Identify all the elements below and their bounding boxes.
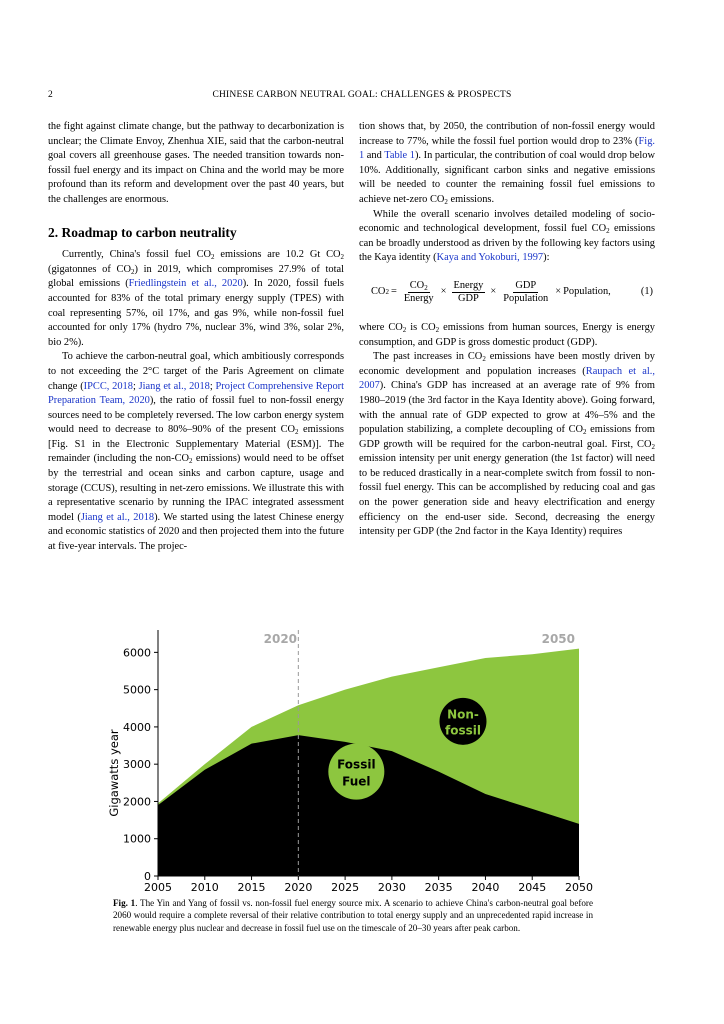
figure-link[interactable]: Fig. 1	[359, 135, 655, 162]
nonfossil-label-line2: fossil	[444, 723, 481, 738]
citation-link[interactable]: Friedlingstein et al., 2020	[128, 278, 243, 290]
x-tick-label: 2020	[284, 881, 313, 892]
y-tick-label: 5000	[123, 683, 151, 697]
y-tick-label: 6000	[123, 646, 151, 660]
left-column	[48, 120, 344, 555]
y-tick-label: 4000	[123, 720, 151, 734]
section-title: 2. Roadmap to carbon neutrality	[48, 224, 237, 240]
kaya-equation: CO 2 = $\frac{CO_2}{\text{Energy}}$ × $\frac{\text{Energy}}{\text{GDP}}$ × $\frac{\text{GDP}}{\text{Population}}$ × Population, (1)	[371, 279, 653, 304]
x-tick-label: 2010	[190, 881, 219, 892]
running-title: CHINESE CARBON NEUTRAL GOAL: CHALLENGES & PROSPECTS	[212, 90, 512, 100]
citation-link[interactable]: IPCC, 2018	[83, 380, 133, 392]
figure-1	[100, 620, 600, 892]
page-header	[0, 90, 724, 104]
energy-mix-chart	[100, 620, 600, 892]
x-tick-label: 2045	[518, 881, 547, 892]
y-tick-label: 0	[144, 870, 151, 883]
paragraph: where $CO_2$ is $CO_2$ emissions from human sources, Energy is energy consumption, and GDP is gross domestic product (GDP).	[359, 321, 656, 348]
paragraph: the fight against climate change, but the pathway to decarbonization is unclear; the Climate Envoy, Zhenhua XIE, said that the carbon-neutral goal covers all greenhouse gases. The needed transition towards non-fossil fuel energy and its impact on China and the world may be more profound than its reform and development over the past 40 years, but the challenges are enormous.	[48, 121, 344, 205]
x-tick-label: 2015	[237, 881, 266, 892]
paragraph: While the overall scenario involves detailed modeling of socio-economic and technological development, fossil fuel $CO_2$ emissions can be broadly understood as driven by the following key factors using the Kaya identity (Kaya and Yokoburi, 1997):	[359, 208, 655, 264]
equation-number: (1)	[640, 286, 653, 298]
y-tick-label: 3000	[123, 758, 151, 772]
paragraph: Currently, China's fossil fuel $CO_2$ emissions are 10.2 Gt $CO_2$ (gigatonnes of $CO_2$) in 2019, which compromises 27.9% of total global emissions (Friedlingstein et al., 2020). In 2020, fossil fuels accounted for 83% of the total primary energy supply (TPES) with coal representing 57%, oil 17%, and gas 9%, while non-fossil fuel accounted for only 17% (hydro 7%, nuclear 3%, wind 3%, solar 2%, bio 2%).	[48, 249, 345, 348]
x-tick-label: 2005	[144, 881, 172, 892]
x-tick-label: 2025	[331, 881, 360, 892]
paragraph: The past increases in $CO_2$ emissions have been mostly driven by economic development and population increases (Raupach et al., 2007). China's GDP has increased at an average rate of 9% from 1980–2019 (the 3rd factor in the Kaya Identity above). Going forward, with the annual rate of GDP expected to grow at 4%–5% and the population stabilizing, a complete decoupling of $CO_2$ emissions from GDP growth will be required for the carbon-neutral goal. First, $CO_2$ emission intensity per unit energy generation (the 1st factor) will need to be reduced drastically in a near-complete switch from fossil to non-fossil fuel energy. This can be accomplished by reducing coal and gas on the power generation side and heavy electrification and energy efficiency on the end-user side. Second, decreasing the energy intensity per GDP (the 2nd factor in the Kaya Identity) requires	[359, 351, 655, 538]
nonfossil-label-line1: Non-	[447, 707, 479, 722]
fossil-label-line2: Fuel	[342, 774, 371, 789]
citation-link[interactable]: Jiang et al., 2018	[80, 511, 155, 523]
table-link[interactable]: Table 1	[384, 150, 415, 162]
right-column	[359, 120, 655, 540]
x-tick-label: 2040	[471, 881, 500, 892]
paragraph: To achieve the carbon-neutral goal, which ambitiously corresponds to not exceeding the 2°C target of the Paris Agreement on climate change (IPCC, 2018; Jiang et al., 2018; Project Comprehensive Report Preparation Team, 2020), the ratio of fossil fuel to non-fossil energy sources need to be completely reversed. The low carbon energy system would need to decrease to 80%–90% of the present $CO_2$ emissions [Fig. S1 in the Electronic Supplementary Material (ESM)]. The remainder (including the non-$CO_2$ emissions) would need to be offset by the terrestrial and ocean sinks and carbon capture, usage and storage (CCUS), resulting in net-zero emissions. We illustrate this with a representative scenario by running the IPAC integrated assessment model (Jiang et al., 2018). We started using the latest Chinese energy and economic statistics of 2020 and then projected them into the future at five-year intervals. The projec-	[48, 351, 345, 553]
x-tick-label: 2050	[565, 881, 593, 892]
caption-label: Fig. 1	[113, 898, 136, 908]
citation-link[interactable]: Raupach et al., 2007	[359, 365, 655, 392]
figure-caption	[113, 897, 593, 934]
fossil-label-line1: Fossil	[337, 757, 376, 772]
paragraph: tion shows that, by 2050, the contribution of non-fossil energy would increase to 77%, while the fossil fuel portion would drop to 23% (Fig. 1 and Table 1). In particular, the contribution of coal would drop below 10%. Additionally, significant carbon sinks and negative emissions will be needed to counter the remaining fossil fuel emissions to achieve net-zero $CO_2$ emissions.	[359, 121, 655, 206]
y-axis-label: Gigawatts year	[107, 729, 121, 817]
citation-link[interactable]: Project Comprehensive Report Preparation Team, 2020	[48, 380, 345, 407]
x-tick-label: 2035	[424, 881, 453, 892]
y-tick-label: 1000	[123, 832, 151, 846]
x-tick-label: 2030	[377, 881, 406, 892]
annotation-2050: 2050	[541, 632, 575, 646]
citation-link[interactable]: Kaya and Yokoburi, 1997	[436, 252, 544, 264]
page-number: 2	[48, 90, 53, 100]
annotation-2020: 2020	[263, 632, 298, 646]
y-tick-label: 2000	[123, 795, 151, 809]
caption-text: . The Yin and Yang of fossil vs. non-fossil fuel energy source mix. A scenario to achieve China's carbon-neutral goal before 2060 would require a complete reversal of their relative contribution to total energy supply and an unprecedented rapid increase in renewable energy plus nuclear and decrease in fossil fuel use on the timescale of 20–30 years after peak carbon.	[113, 898, 593, 933]
citation-link[interactable]: Jiang et al., 2018	[138, 380, 210, 392]
